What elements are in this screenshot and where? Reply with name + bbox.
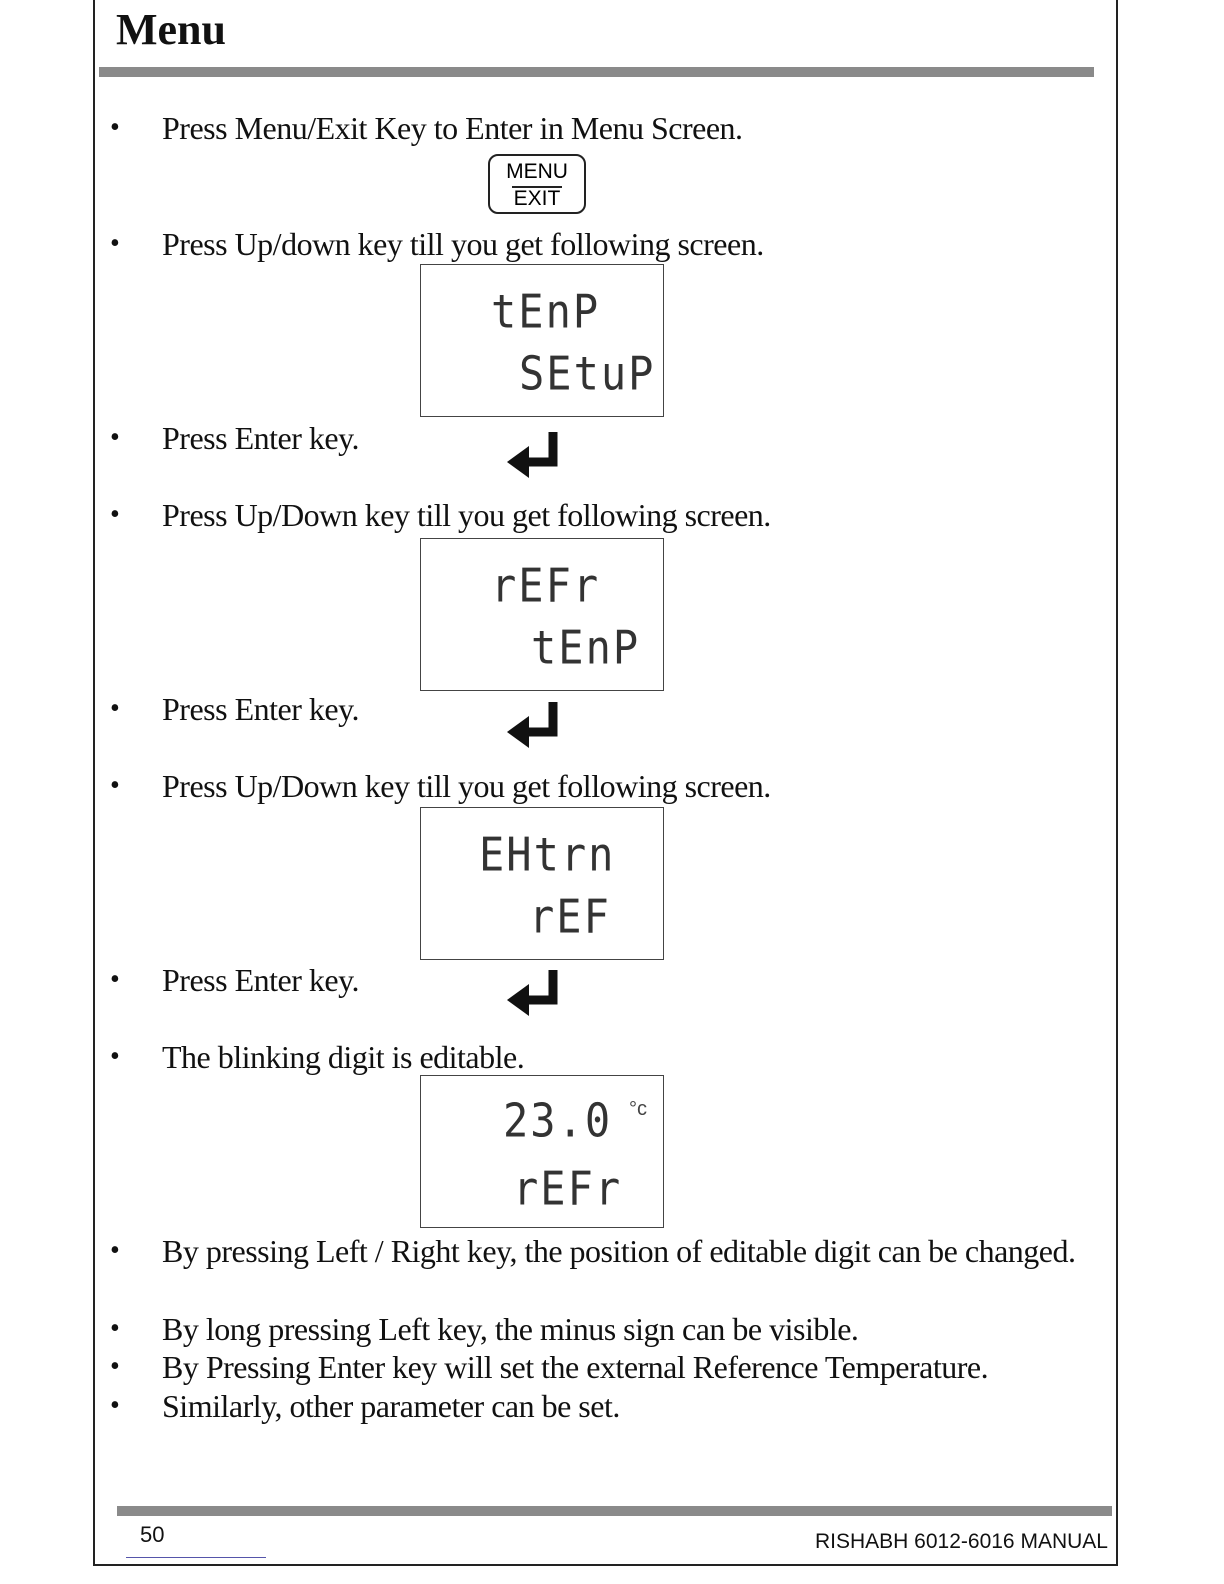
key-label-bottom: EXIT <box>513 187 561 210</box>
page-number-underline <box>126 1557 266 1558</box>
bullet-dot: • <box>110 228 120 259</box>
lcd-screen-refr-temp <box>420 538 664 691</box>
step-text: By long pressing Left key, the minus sign can be visible. <box>162 1311 859 1347</box>
enter-key-icon <box>505 968 561 1016</box>
step-text: Press Menu/Exit Key to Enter in Menu Screen. <box>162 110 743 146</box>
enter-key-icon <box>505 430 561 478</box>
lcd-line-2: rEF <box>529 889 611 944</box>
lcd-value: 23.0 <box>503 1093 613 1148</box>
header-rule <box>99 67 1094 77</box>
bullet-dot: • <box>110 1041 120 1072</box>
step-text: Press Enter key. <box>162 691 359 727</box>
step-text: Press Up/Down key till you get following screen. <box>162 497 771 533</box>
page-title: Menu <box>116 5 226 54</box>
key-label-top: MENU <box>506 160 568 183</box>
bullet-dot: • <box>110 964 120 995</box>
enter-key-icon <box>505 700 561 748</box>
lcd-screen-extrn-ref <box>420 807 664 960</box>
bullet-dot: • <box>110 422 120 453</box>
page-number: 50 <box>140 1522 165 1547</box>
lcd-line-1: tEnP <box>491 284 601 339</box>
menu-exit-key-icon <box>488 154 586 214</box>
step-text: Press Up/down key till you get following screen. <box>162 226 764 262</box>
lcd-screen-temp-setup <box>420 264 664 417</box>
bullet-dot: • <box>110 770 120 801</box>
step-text: Similarly, other parameter can be set. <box>162 1388 620 1424</box>
bullet-dot: • <box>110 499 120 530</box>
lcd-line-2: SEtuP <box>519 346 656 401</box>
lcd-line-2: rEFr <box>513 1161 623 1216</box>
bullet-dot: • <box>110 1313 120 1344</box>
bullet-dot: • <box>110 1351 120 1382</box>
step-text: By pressing Left / Right key, the position of editable digit can be changed. <box>162 1233 1076 1269</box>
bullet-dot: • <box>110 1390 120 1421</box>
step-text: The blinking digit is editable. <box>162 1039 525 1075</box>
footer-rule <box>117 1506 1112 1516</box>
bullet-dot: • <box>110 112 120 143</box>
bullet-dot: • <box>110 1235 120 1266</box>
lcd-screen-value-refr <box>420 1075 664 1228</box>
lcd-unit: °c <box>629 1098 647 1120</box>
lcd-line-2: tEnP <box>531 620 641 675</box>
step-text: Press Enter key. <box>162 420 359 456</box>
lcd-line-1: EHtrn <box>479 827 616 882</box>
bullet-dot: • <box>110 693 120 724</box>
step-text: Press Enter key. <box>162 962 359 998</box>
step-text: Press Up/Down key till you get following screen. <box>162 768 771 804</box>
manual-title: RISHABH 6012-6016 MANUAL <box>815 1530 1108 1553</box>
lcd-line-1: rEFr <box>491 558 601 613</box>
step-text: By Pressing Enter key will set the external Reference Temperature. <box>162 1349 989 1385</box>
